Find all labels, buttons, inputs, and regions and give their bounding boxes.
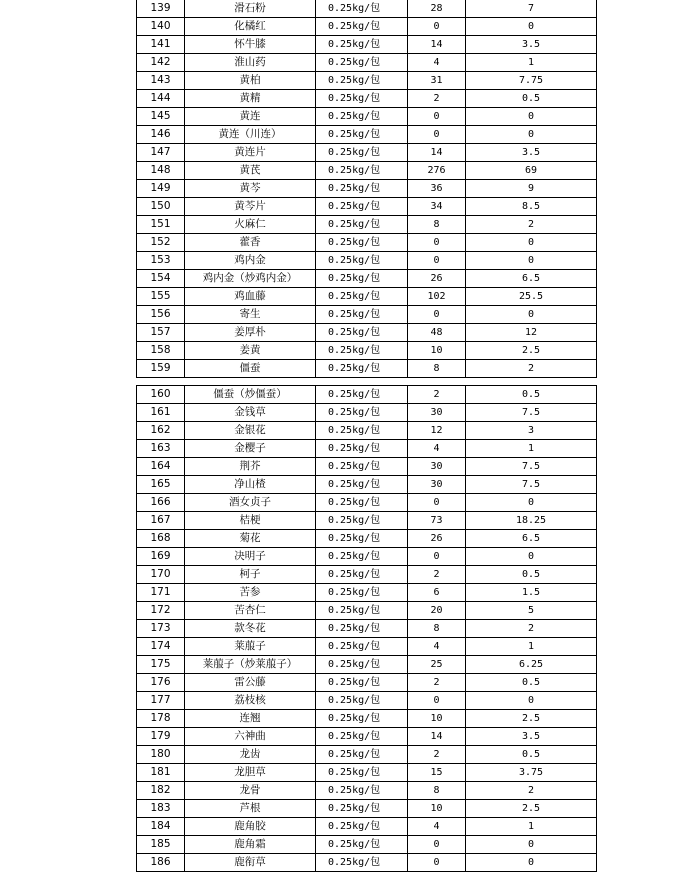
medicine-name-cell: 龙骨 <box>185 782 316 800</box>
table-row <box>137 180 597 198</box>
row-number-cell: 183 <box>137 800 185 818</box>
medicine-table-2 <box>136 385 597 872</box>
weight-cell: 25.5 <box>466 288 597 306</box>
row-number-cell: 182 <box>137 782 185 800</box>
unit-cell: 0.25kg/包 <box>316 764 408 782</box>
unit-cell: 0.25kg/包 <box>316 18 408 36</box>
weight-cell: 18.25 <box>466 512 597 530</box>
quantity-cell: 0 <box>408 306 466 324</box>
medicine-name-cell: 黄连 <box>185 108 316 126</box>
medicine-name-cell: 僵蚕 <box>185 360 316 378</box>
table-row <box>137 746 597 764</box>
unit-cell: 0.25kg/包 <box>316 234 408 252</box>
quantity-cell: 8 <box>408 216 466 234</box>
unit-cell: 0.25kg/包 <box>316 342 408 360</box>
medicine-name-cell: 金樱子 <box>185 440 316 458</box>
unit-cell: 0.25kg/包 <box>316 638 408 656</box>
quantity-cell: 0 <box>408 252 466 270</box>
unit-cell: 0.25kg/包 <box>316 566 408 584</box>
quantity-cell: 10 <box>408 710 466 728</box>
unit-cell: 0.25kg/包 <box>316 180 408 198</box>
row-number-cell: 174 <box>137 638 185 656</box>
medicine-name-cell: 黄芪 <box>185 162 316 180</box>
row-number-cell: 163 <box>137 440 185 458</box>
medicine-name-cell: 苦参 <box>185 584 316 602</box>
row-number-cell: 144 <box>137 90 185 108</box>
row-number-cell: 177 <box>137 692 185 710</box>
row-number-cell: 160 <box>137 386 185 404</box>
medicine-name-cell: 金钱草 <box>185 404 316 422</box>
row-number-cell: 180 <box>137 746 185 764</box>
unit-cell: 0.25kg/包 <box>316 836 408 854</box>
weight-cell: 0 <box>466 692 597 710</box>
quantity-cell: 8 <box>408 782 466 800</box>
table-row <box>137 728 597 746</box>
medicine-name-cell: 鸡血藤 <box>185 288 316 306</box>
medicine-name-cell: 僵蚕（炒僵蚕） <box>185 386 316 404</box>
quantity-cell: 4 <box>408 54 466 72</box>
medicine-name-cell: 藿香 <box>185 234 316 252</box>
table-row <box>137 818 597 836</box>
table-row <box>137 782 597 800</box>
unit-cell: 0.25kg/包 <box>316 270 408 288</box>
quantity-cell: 31 <box>408 72 466 90</box>
weight-cell: 1 <box>466 818 597 836</box>
quantity-cell: 30 <box>408 476 466 494</box>
weight-cell: 2 <box>466 216 597 234</box>
unit-cell: 0.25kg/包 <box>316 854 408 872</box>
unit-cell: 0.25kg/包 <box>316 108 408 126</box>
weight-cell: 7.5 <box>466 458 597 476</box>
unit-cell: 0.25kg/包 <box>316 162 408 180</box>
medicine-name-cell: 姜厚朴 <box>185 324 316 342</box>
unit-cell: 0.25kg/包 <box>316 198 408 216</box>
quantity-cell: 14 <box>408 144 466 162</box>
medicine-table-1 <box>136 0 597 378</box>
row-number-cell: 169 <box>137 548 185 566</box>
unit-cell: 0.25kg/包 <box>316 746 408 764</box>
unit-cell: 0.25kg/包 <box>316 494 408 512</box>
table-row <box>137 54 597 72</box>
row-number-cell: 150 <box>137 198 185 216</box>
quantity-cell: 48 <box>408 324 466 342</box>
table-row <box>137 126 597 144</box>
medicine-name-cell: 淮山药 <box>185 54 316 72</box>
table-row <box>137 108 597 126</box>
weight-cell: 6.5 <box>466 530 597 548</box>
unit-cell: 0.25kg/包 <box>316 90 408 108</box>
weight-cell: 1 <box>466 54 597 72</box>
unit-cell: 0.25kg/包 <box>316 360 408 378</box>
row-number-cell: 162 <box>137 422 185 440</box>
quantity-cell: 20 <box>408 602 466 620</box>
quantity-cell: 2 <box>408 746 466 764</box>
table-row <box>137 800 597 818</box>
row-number-cell: 186 <box>137 854 185 872</box>
unit-cell: 0.25kg/包 <box>316 440 408 458</box>
medicine-name-cell: 鹿角胶 <box>185 818 316 836</box>
weight-cell: 1 <box>466 440 597 458</box>
row-number-cell: 148 <box>137 162 185 180</box>
quantity-cell: 4 <box>408 818 466 836</box>
medicine-name-cell: 净山楂 <box>185 476 316 494</box>
quantity-cell: 25 <box>408 656 466 674</box>
table-row <box>137 36 597 54</box>
unit-cell: 0.25kg/包 <box>316 324 408 342</box>
table-row <box>137 530 597 548</box>
row-number-cell: 158 <box>137 342 185 360</box>
table-row <box>137 342 597 360</box>
quantity-cell: 2 <box>408 90 466 108</box>
medicine-name-cell: 黄柏 <box>185 72 316 90</box>
row-number-cell: 184 <box>137 818 185 836</box>
row-number-cell: 166 <box>137 494 185 512</box>
medicine-name-cell: 化橘红 <box>185 18 316 36</box>
row-number-cell: 154 <box>137 270 185 288</box>
row-number-cell: 151 <box>137 216 185 234</box>
unit-cell: 0.25kg/包 <box>316 530 408 548</box>
table-row <box>137 252 597 270</box>
weight-cell: 2.5 <box>466 342 597 360</box>
quantity-cell: 102 <box>408 288 466 306</box>
row-number-cell: 164 <box>137 458 185 476</box>
weight-cell: 0 <box>466 18 597 36</box>
quantity-cell: 8 <box>408 620 466 638</box>
row-number-cell: 149 <box>137 180 185 198</box>
unit-cell: 0.25kg/包 <box>316 126 408 144</box>
unit-cell: 0.25kg/包 <box>316 144 408 162</box>
quantity-cell: 10 <box>408 800 466 818</box>
medicine-name-cell: 火麻仁 <box>185 216 316 234</box>
row-number-cell: 153 <box>137 252 185 270</box>
weight-cell: 0.5 <box>466 386 597 404</box>
medicine-name-cell: 金银花 <box>185 422 316 440</box>
table-row <box>137 234 597 252</box>
medicine-name-cell: 荆芥 <box>185 458 316 476</box>
quantity-cell: 14 <box>408 728 466 746</box>
weight-cell: 12 <box>466 324 597 342</box>
table-row <box>137 710 597 728</box>
unit-cell: 0.25kg/包 <box>316 602 408 620</box>
row-number-cell: 139 <box>137 0 185 18</box>
unit-cell: 0.25kg/包 <box>316 620 408 638</box>
medicine-name-cell: 黄连（川连） <box>185 126 316 144</box>
weight-cell: 7.5 <box>466 476 597 494</box>
unit-cell: 0.25kg/包 <box>316 288 408 306</box>
weight-cell: 2.5 <box>466 800 597 818</box>
weight-cell: 0 <box>466 252 597 270</box>
weight-cell: 3 <box>466 422 597 440</box>
table-row <box>137 602 597 620</box>
row-number-cell: 179 <box>137 728 185 746</box>
table-body <box>137 386 597 872</box>
weight-cell: 3.5 <box>466 36 597 54</box>
weight-cell: 0 <box>466 494 597 512</box>
table-row <box>137 216 597 234</box>
weight-cell: 0 <box>466 234 597 252</box>
table-row <box>137 656 597 674</box>
medicine-name-cell: 雷公藤 <box>185 674 316 692</box>
unit-cell: 0.25kg/包 <box>316 800 408 818</box>
medicine-name-cell: 黄连片 <box>185 144 316 162</box>
table-row <box>137 638 597 656</box>
row-number-cell: 168 <box>137 530 185 548</box>
quantity-cell: 0 <box>408 548 466 566</box>
quantity-cell: 30 <box>408 404 466 422</box>
table-row <box>137 90 597 108</box>
weight-cell: 1.5 <box>466 584 597 602</box>
unit-cell: 0.25kg/包 <box>316 710 408 728</box>
unit-cell: 0.25kg/包 <box>316 584 408 602</box>
medicine-name-cell: 鹿衔草 <box>185 854 316 872</box>
table-row <box>137 440 597 458</box>
table-row <box>137 404 597 422</box>
medicine-name-cell: 鸡内金（炒鸡内金） <box>185 270 316 288</box>
unit-cell: 0.25kg/包 <box>316 404 408 422</box>
weight-cell: 2.5 <box>466 710 597 728</box>
medicine-name-cell: 滑石粉 <box>185 0 316 18</box>
table-row <box>137 836 597 854</box>
row-number-cell: 171 <box>137 584 185 602</box>
quantity-cell: 0 <box>408 234 466 252</box>
weight-cell: 6.5 <box>466 270 597 288</box>
row-number-cell: 145 <box>137 108 185 126</box>
row-number-cell: 167 <box>137 512 185 530</box>
row-number-cell: 176 <box>137 674 185 692</box>
table-row <box>137 476 597 494</box>
quantity-cell: 10 <box>408 342 466 360</box>
table-row <box>137 162 597 180</box>
weight-cell: 7.75 <box>466 72 597 90</box>
quantity-cell: 0 <box>408 18 466 36</box>
weight-cell: 0 <box>466 126 597 144</box>
quantity-cell: 8 <box>408 360 466 378</box>
row-number-cell: 142 <box>137 54 185 72</box>
weight-cell: 69 <box>466 162 597 180</box>
weight-cell: 9 <box>466 180 597 198</box>
weight-cell: 7 <box>466 0 597 18</box>
medicine-name-cell: 连翘 <box>185 710 316 728</box>
quantity-cell: 15 <box>408 764 466 782</box>
row-number-cell: 178 <box>137 710 185 728</box>
unit-cell: 0.25kg/包 <box>316 54 408 72</box>
medicine-name-cell: 黄精 <box>185 90 316 108</box>
weight-cell: 2 <box>466 620 597 638</box>
quantity-cell: 4 <box>408 440 466 458</box>
quantity-cell: 276 <box>408 162 466 180</box>
unit-cell: 0.25kg/包 <box>316 548 408 566</box>
weight-cell: 7.5 <box>466 404 597 422</box>
medicine-name-cell: 荔枝核 <box>185 692 316 710</box>
medicine-name-cell: 决明子 <box>185 548 316 566</box>
unit-cell: 0.25kg/包 <box>316 782 408 800</box>
weight-cell: 0.5 <box>466 566 597 584</box>
table-row <box>137 270 597 288</box>
table-row <box>137 0 597 18</box>
row-number-cell: 175 <box>137 656 185 674</box>
medicine-name-cell: 菊花 <box>185 530 316 548</box>
table-row <box>137 324 597 342</box>
table-row <box>137 620 597 638</box>
row-number-cell: 152 <box>137 234 185 252</box>
unit-cell: 0.25kg/包 <box>316 252 408 270</box>
quantity-cell: 26 <box>408 530 466 548</box>
row-number-cell: 140 <box>137 18 185 36</box>
medicine-name-cell: 怀牛膝 <box>185 36 316 54</box>
weight-cell: 3.5 <box>466 144 597 162</box>
medicine-name-cell: 鹿角霜 <box>185 836 316 854</box>
row-number-cell: 157 <box>137 324 185 342</box>
weight-cell: 0 <box>466 854 597 872</box>
medicine-name-cell: 酒女贞子 <box>185 494 316 512</box>
row-number-cell: 156 <box>137 306 185 324</box>
unit-cell: 0.25kg/包 <box>316 72 408 90</box>
weight-cell: 0 <box>466 548 597 566</box>
row-number-cell: 181 <box>137 764 185 782</box>
unit-cell: 0.25kg/包 <box>316 422 408 440</box>
medicine-name-cell: 桔梗 <box>185 512 316 530</box>
quantity-cell: 0 <box>408 854 466 872</box>
weight-cell: 0 <box>466 306 597 324</box>
unit-cell: 0.25kg/包 <box>316 692 408 710</box>
row-number-cell: 165 <box>137 476 185 494</box>
medicine-name-cell: 柯子 <box>185 566 316 584</box>
weight-cell: 0 <box>466 836 597 854</box>
medicine-name-cell: 苦杏仁 <box>185 602 316 620</box>
medicine-name-cell: 鸡内金 <box>185 252 316 270</box>
table-row <box>137 288 597 306</box>
table-row <box>137 72 597 90</box>
quantity-cell: 73 <box>408 512 466 530</box>
quantity-cell: 28 <box>408 0 466 18</box>
weight-cell: 0 <box>466 108 597 126</box>
table-row <box>137 144 597 162</box>
row-number-cell: 159 <box>137 360 185 378</box>
unit-cell: 0.25kg/包 <box>316 674 408 692</box>
weight-cell: 1 <box>466 638 597 656</box>
row-number-cell: 161 <box>137 404 185 422</box>
weight-cell: 5 <box>466 602 597 620</box>
quantity-cell: 2 <box>408 566 466 584</box>
row-number-cell: 155 <box>137 288 185 306</box>
weight-cell: 0.5 <box>466 674 597 692</box>
unit-cell: 0.25kg/包 <box>316 476 408 494</box>
unit-cell: 0.25kg/包 <box>316 818 408 836</box>
row-number-cell: 185 <box>137 836 185 854</box>
row-number-cell: 143 <box>137 72 185 90</box>
quantity-cell: 34 <box>408 198 466 216</box>
quantity-cell: 36 <box>408 180 466 198</box>
medicine-name-cell: 莱菔子（炒莱菔子） <box>185 656 316 674</box>
weight-cell: 2 <box>466 360 597 378</box>
quantity-cell: 14 <box>408 36 466 54</box>
quantity-cell: 12 <box>408 422 466 440</box>
medicine-name-cell: 龙胆草 <box>185 764 316 782</box>
unit-cell: 0.25kg/包 <box>316 656 408 674</box>
table-row <box>137 584 597 602</box>
unit-cell: 0.25kg/包 <box>316 386 408 404</box>
quantity-cell: 2 <box>408 386 466 404</box>
unit-cell: 0.25kg/包 <box>316 36 408 54</box>
medicine-name-cell: 芦根 <box>185 800 316 818</box>
row-number-cell: 141 <box>137 36 185 54</box>
table-body <box>137 0 597 378</box>
weight-cell: 3.75 <box>466 764 597 782</box>
row-number-cell: 170 <box>137 566 185 584</box>
quantity-cell: 4 <box>408 638 466 656</box>
unit-cell: 0.25kg/包 <box>316 0 408 18</box>
table-row <box>137 494 597 512</box>
table-row <box>137 854 597 872</box>
weight-cell: 0.5 <box>466 746 597 764</box>
row-number-cell: 147 <box>137 144 185 162</box>
unit-cell: 0.25kg/包 <box>316 728 408 746</box>
row-number-cell: 172 <box>137 602 185 620</box>
row-number-cell: 146 <box>137 126 185 144</box>
row-number-cell: 173 <box>137 620 185 638</box>
unit-cell: 0.25kg/包 <box>316 512 408 530</box>
table-row <box>137 18 597 36</box>
unit-cell: 0.25kg/包 <box>316 306 408 324</box>
table-row <box>137 566 597 584</box>
medicine-name-cell: 龙齿 <box>185 746 316 764</box>
unit-cell: 0.25kg/包 <box>316 458 408 476</box>
medicine-name-cell: 黄芩 <box>185 180 316 198</box>
quantity-cell: 0 <box>408 692 466 710</box>
quantity-cell: 26 <box>408 270 466 288</box>
table-row <box>137 306 597 324</box>
weight-cell: 0.5 <box>466 90 597 108</box>
quantity-cell: 0 <box>408 836 466 854</box>
table-row <box>137 360 597 378</box>
quantity-cell: 2 <box>408 674 466 692</box>
quantity-cell: 6 <box>408 584 466 602</box>
quantity-cell: 0 <box>408 126 466 144</box>
quantity-cell: 30 <box>408 458 466 476</box>
medicine-name-cell: 款冬花 <box>185 620 316 638</box>
weight-cell: 2 <box>466 782 597 800</box>
table-row <box>137 458 597 476</box>
quantity-cell: 0 <box>408 494 466 512</box>
table-row <box>137 692 597 710</box>
medicine-name-cell: 黄芩片 <box>185 198 316 216</box>
medicine-name-cell: 姜黄 <box>185 342 316 360</box>
table-row <box>137 422 597 440</box>
unit-cell: 0.25kg/包 <box>316 216 408 234</box>
weight-cell: 3.5 <box>466 728 597 746</box>
table-row <box>137 674 597 692</box>
quantity-cell: 0 <box>408 108 466 126</box>
table-row <box>137 386 597 404</box>
table-row <box>137 512 597 530</box>
medicine-name-cell: 六神曲 <box>185 728 316 746</box>
weight-cell: 8.5 <box>466 198 597 216</box>
table-row <box>137 198 597 216</box>
medicine-name-cell: 莱菔子 <box>185 638 316 656</box>
medicine-name-cell: 寄生 <box>185 306 316 324</box>
table-row <box>137 764 597 782</box>
weight-cell: 6.25 <box>466 656 597 674</box>
table-row <box>137 548 597 566</box>
